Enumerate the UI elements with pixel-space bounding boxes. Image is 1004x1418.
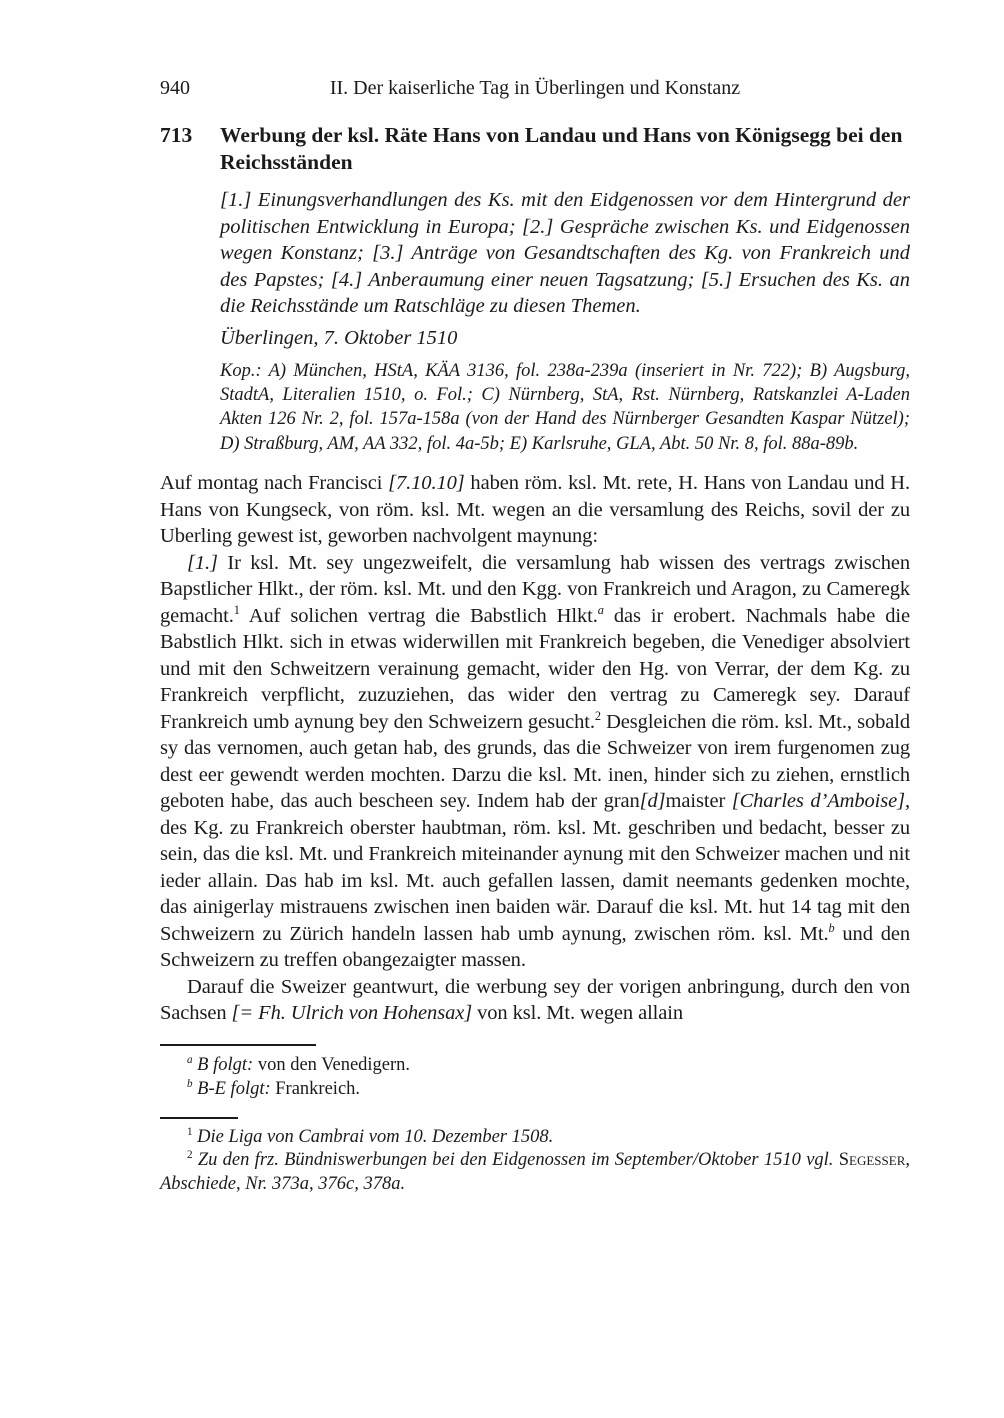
document-body: [160, 470, 910, 1027]
entry-title: Werbung der ksl. Räte Hans von Landau und Hans von Königsegg bei den Reichsständen: [220, 123, 903, 174]
footnote-divider-rule: [160, 1117, 238, 1119]
footnote-1: $^1$ Die Liga von Cambrai vom 10. Dezember 1508.: [187, 1125, 554, 1147]
critical-apparatus: [160, 1044, 910, 1197]
running-head: [160, 76, 910, 101]
source-description: Kop.: A) München, HStA, KÄA 3136, fol. 238a-239a (inseriert in Nr. 722); B) Augsburg, StadtA, Literalien 1510, o. Fol.; C) Nürnberg, StA, Rst. Nürnberg, Ratskanzlei A-Laden Akten 126 Nr. 2, fol. 157a-158a (von der Hand des Nürnberger Gesandten Kaspar Nützel); D) Straßburg, AM, AA 332, fol. 4a-5b; E) Karlsruhe, GLA, Abt. 50 Nr. 8, fol. 88a-89b.: [220, 360, 910, 454]
entry-summary: [1.] Einungsverhandlungen des Ks. mit den Eidgenossen vor dem Hintergrund der politischen Entwicklung in Europa; [2.] Gespräche zwischen Ks. und Eidgenossen wegen Konstanz; [3.] Anträge von Gesandtschaften des Kg. von Frankreich und des Papstes; [4.] Anberaumung einer neuen Tagsatzung; [5.] Ersuchen des Ks. an die Reichsstände um Ratschläge zu diesen Themen.: [220, 189, 910, 317]
entry-number: 713: [160, 123, 193, 147]
entry-heading: [160, 122, 910, 176]
body-paragraph: Darauf die Sweizer geantwurt, die werbung sey der vorigen anbringung, durch den von Sachsen [= Fh. Ulrich von Hohensax] von ksl. Mt. wegen allain: [160, 975, 910, 1025]
apparatus-note-a: $^a$ B folgt: von den Venedigern.: [187, 1053, 411, 1075]
running-title: II. Der kaiserliche Tag in Überlingen und Konstanz: [329, 77, 741, 99]
place-date-line: Überlingen, 7. Oktober 1510: [220, 326, 458, 349]
body-paragraph: [1.] Ir ksl. Mt. sey ungezweifelt, die versamlung hab wissen des vertrags zwischen Bapstlicher Hlkt., der röm. ksl. Mt. und den Kgg. von Frankreich und Aragon, zu Cameregk gemacht.$^1$ Auf solichen vertrag die Babstlich Hlkt.$^a$ das ir erobert. Nachmals habe die Babstlich Hlkt. sich in etwas widerwillen mit Frankreich begeben, die Venediger absolviert und mit den Schweitzern verainung gemacht, wider den Hg. von Verrar, der dem Kg. zu Frankreich verpflicht, zuzuziehen, das wider den vertrag zu Cameregk sey. Darauf Frankreich umb aynung bey den Schweizern gesucht.$^2$ Desgleichen die röm. ksl. Mt., sobald sy das vernomen, auch getan hab, des grunds, das die Schweizer von irem furgenomen zug dest eer gewendt werden mochten. Darzu die ksl. Mt. inen, hinder sich zu ziehen, ernstlich geboten habe, das auch bescheen sey. Indem hab der gran[d]maister [Charles d’Amboise], des Kg. zu Frankreich oberster haubtman, röm. ksl. Mt. geschriben und bedacht, besser zu sein, das die ksl. Mt. und Frankreich miteinander aynung mit den Schweizer machen und nit ieder allain. Das hab im ksl. Mt. auch gefallen lassen, damit neemants gedenken mochte, das ainigerlay mistrauens zwischen inen baiden wär. Darauf die ksl. Mt. hut 14 tag mit den Schweizern zu Zürich handeln lassen hab umb aynung, zwischen röm. ksl. Mt.$^b$ und den Schweizern zu treffen obangezaigter massen.: [160, 551, 911, 972]
body-paragraph: Auf montag nach Francisci [7.10.10] haben röm. ksl. Mt. rete, H. Hans von Landau und H. Hans von Kungseck, von röm. ksl. Mt. wegen an die versamlung des Reichs, sovil der zu Uberling gewest ist, geworben nachvolgent maynung:: [160, 472, 910, 548]
footnote-2: $^2$ Zu den frz. Bündniswerbungen bei den Eidgenossen im September/Oktober 1510 vgl. Segesser, Abschiede, Nr. 373a, 376c, 378a.: [160, 1148, 910, 1194]
page-number: 940: [160, 77, 190, 99]
apparatus-divider-rule: [160, 1044, 316, 1046]
apparatus-note-b: $^b$ B-E folgt: Frankreich.: [187, 1077, 361, 1100]
